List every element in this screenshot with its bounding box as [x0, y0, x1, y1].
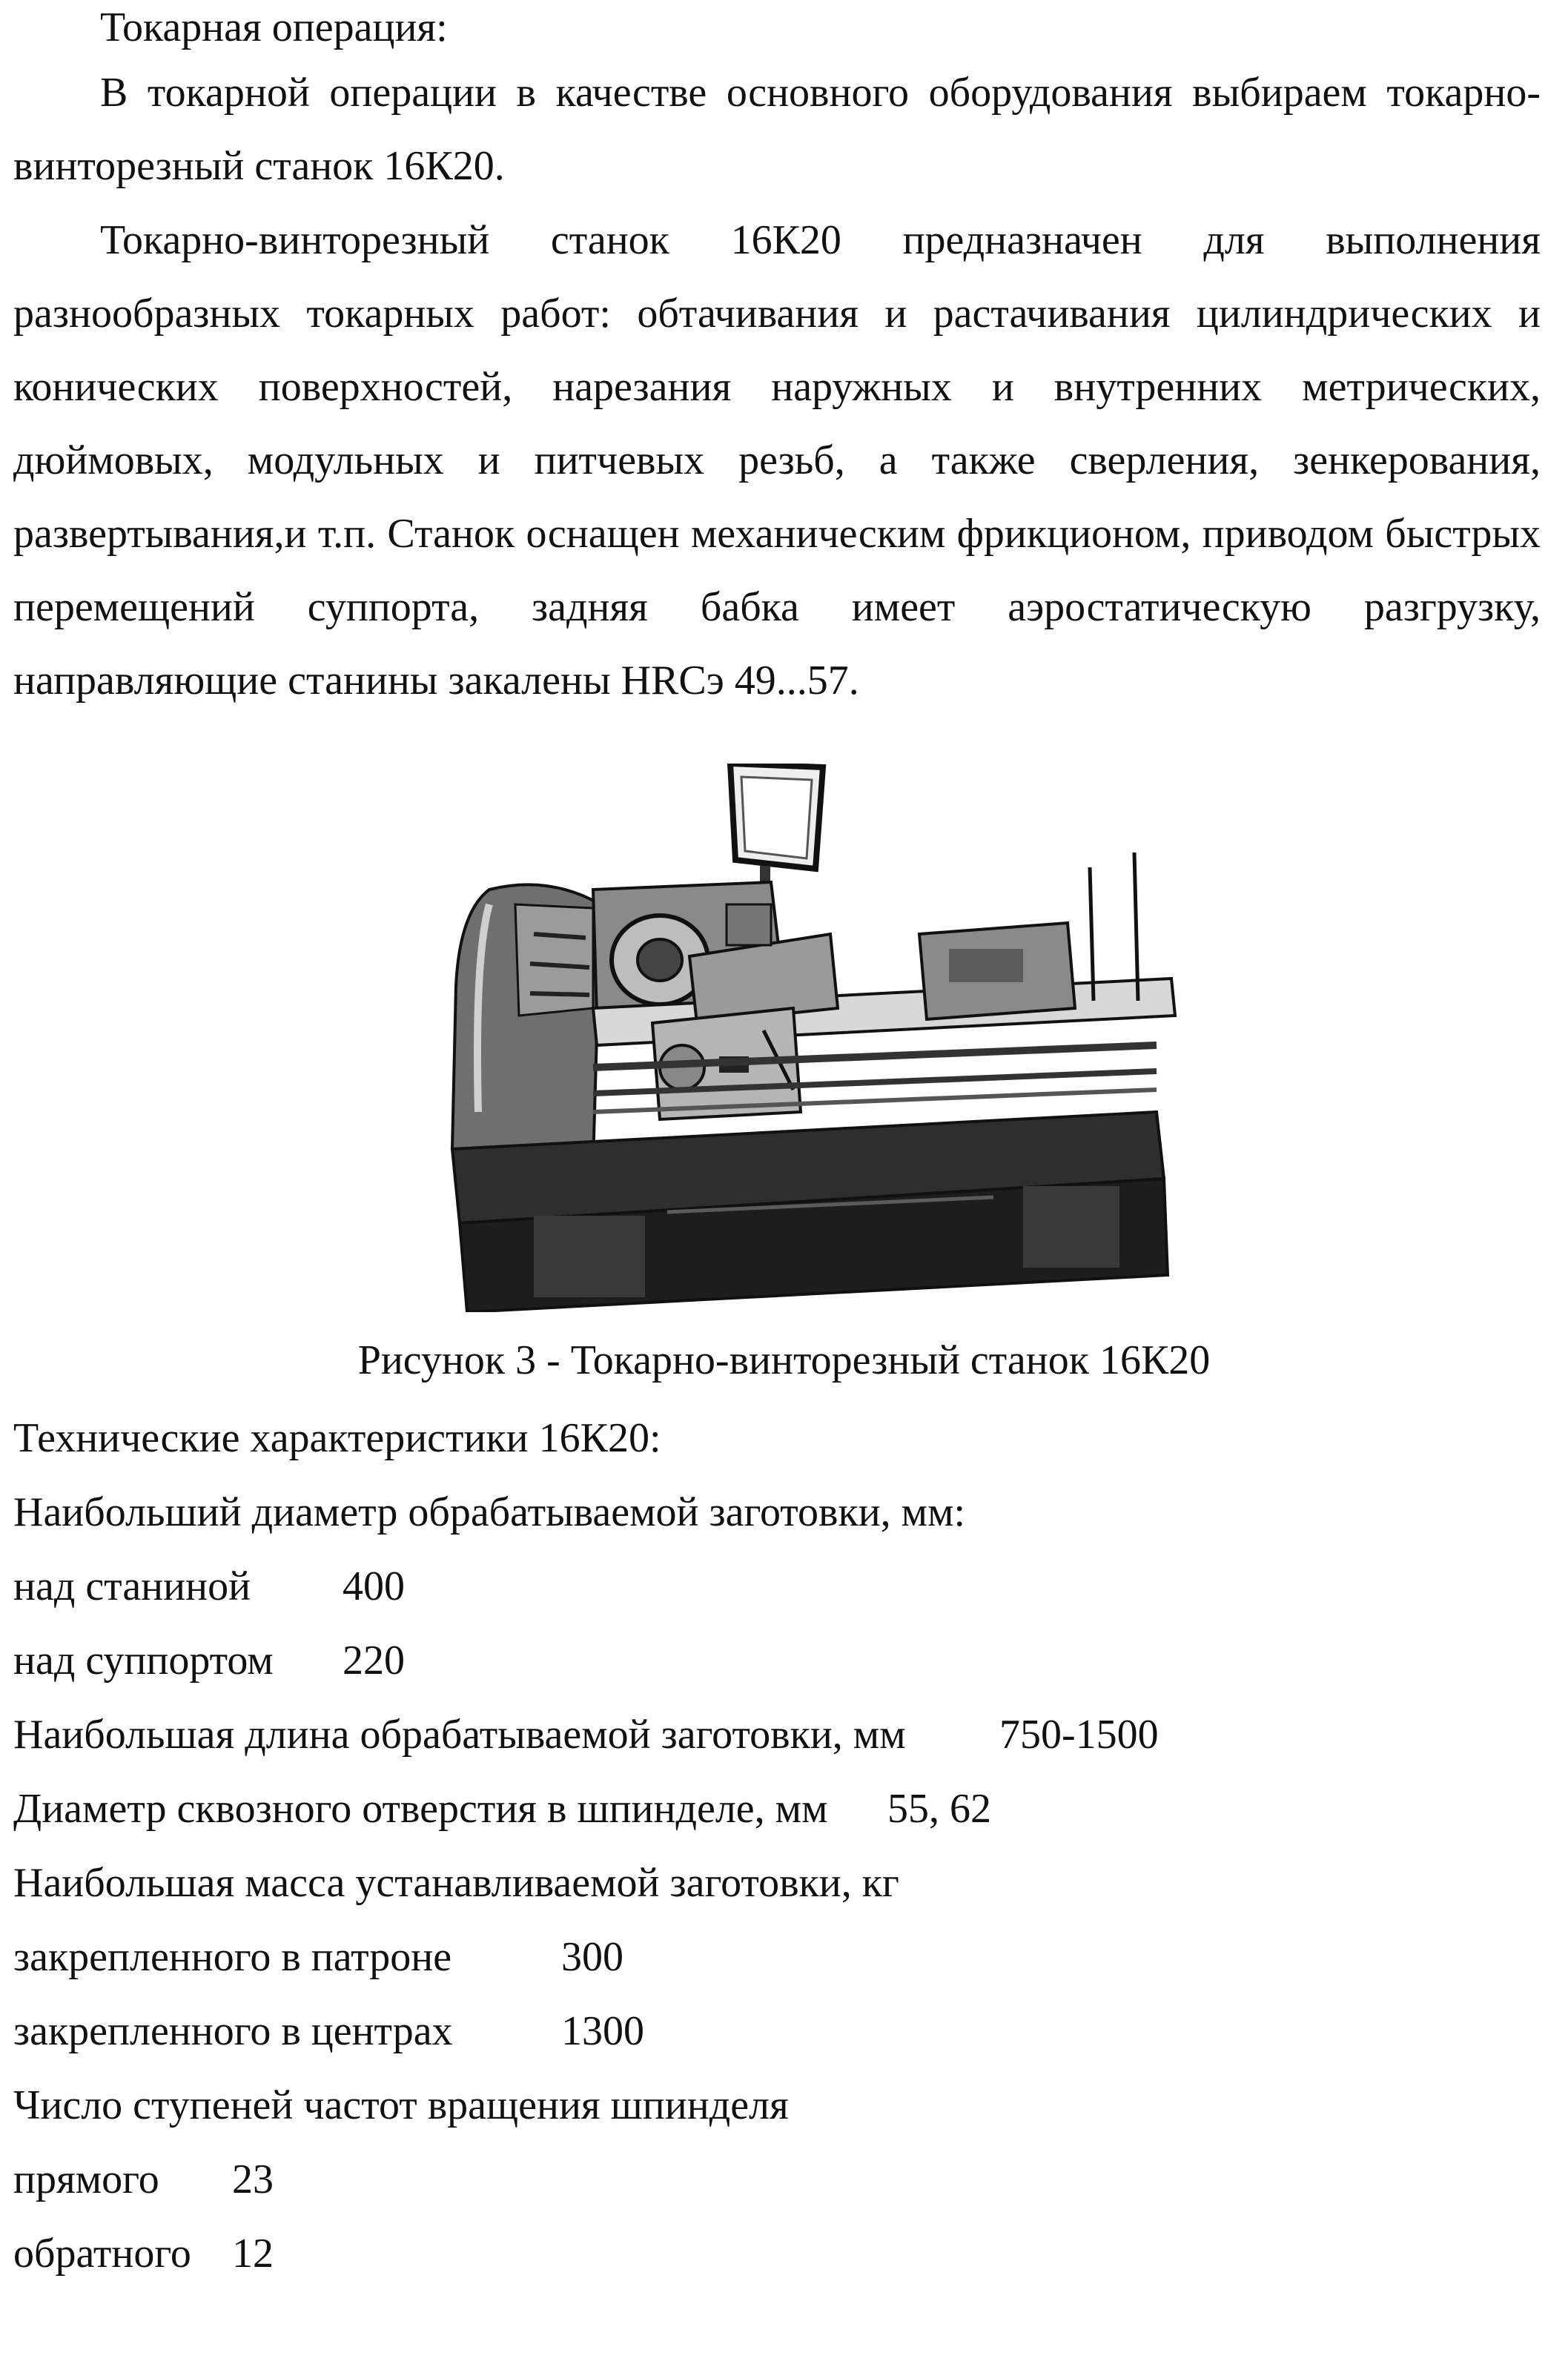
- spec-max-mass-label: Наибольшая масса устанавливаемой заготовки, кг: [13, 1860, 899, 1906]
- paragraph-lathe-description: Токарно-винторезный станок 16К20 предназначен для выполнения разнообразных токарных работ: обтачивания и растачивания цилиндрических и конических поверхностей, нарезания наружных и внутренних метрических, дюймовых, модульных и питчевых резьб, а также сверления, зенкерования, развертывания,и т.п. Станок оснащен механическим фрикционом, приводом быстрых перемещений суппорта, задняя бабка имеет аэростатическую разгрузку, направляющие станины закалены HRCэ 49...57.: [13, 217, 1541, 704]
- spec-in-centers-value: 1300: [561, 2008, 644, 2054]
- spec-over-carriage-label: над суппортом: [13, 1638, 274, 1684]
- paragraph-equipment-choice: В токарной операции в качестве основного оборудования выбираем токарно-винторезный станок 16К20.: [13, 70, 1541, 189]
- spec-over-bed-value: 400: [343, 1563, 405, 1609]
- spec-reverse-value: 12: [232, 2231, 274, 2277]
- spec-over-bed-label: над станиной: [13, 1563, 251, 1609]
- spec-in-chuck-value: 300: [561, 1934, 623, 1980]
- spec-max-length-value: 750-1500: [999, 1712, 1159, 1758]
- spec-forward-value: 23: [232, 2156, 274, 2202]
- lathe-photo: [445, 764, 1186, 1312]
- spec-forward-label: прямого: [13, 2156, 159, 2202]
- spec-reverse-label: обратного: [13, 2231, 191, 2277]
- spec-spindle-bore-value: 55, 62: [887, 1786, 991, 1832]
- spec-max-length-label: Наибольшая длина обрабатываемой заготовки, мм: [13, 1712, 906, 1758]
- specs-heading: Технические характеристики 16К20:: [13, 1415, 661, 1461]
- spec-in-chuck-label: закрепленного в патроне: [13, 1934, 452, 1980]
- spec-speed-steps-label: Число ступеней частот вращения шпинделя: [13, 2082, 789, 2128]
- figure-caption: Рисунок 3 - Токарно-винторезный станок 16К20: [357, 1337, 1211, 1383]
- lathe-illustration: [445, 764, 1186, 1312]
- section-title: Токарная операция:: [100, 4, 448, 50]
- spec-in-centers-label: закрепленного в центрах: [13, 2008, 453, 2054]
- spec-over-carriage-value: 220: [343, 1638, 405, 1684]
- spec-spindle-bore-label: Диаметр сквозного отверстия в шпинделе, мм: [13, 1786, 828, 1832]
- spec-max-diameter-label: Наибольший диаметр обрабатываемой заготовки, мм:: [13, 1489, 966, 1535]
